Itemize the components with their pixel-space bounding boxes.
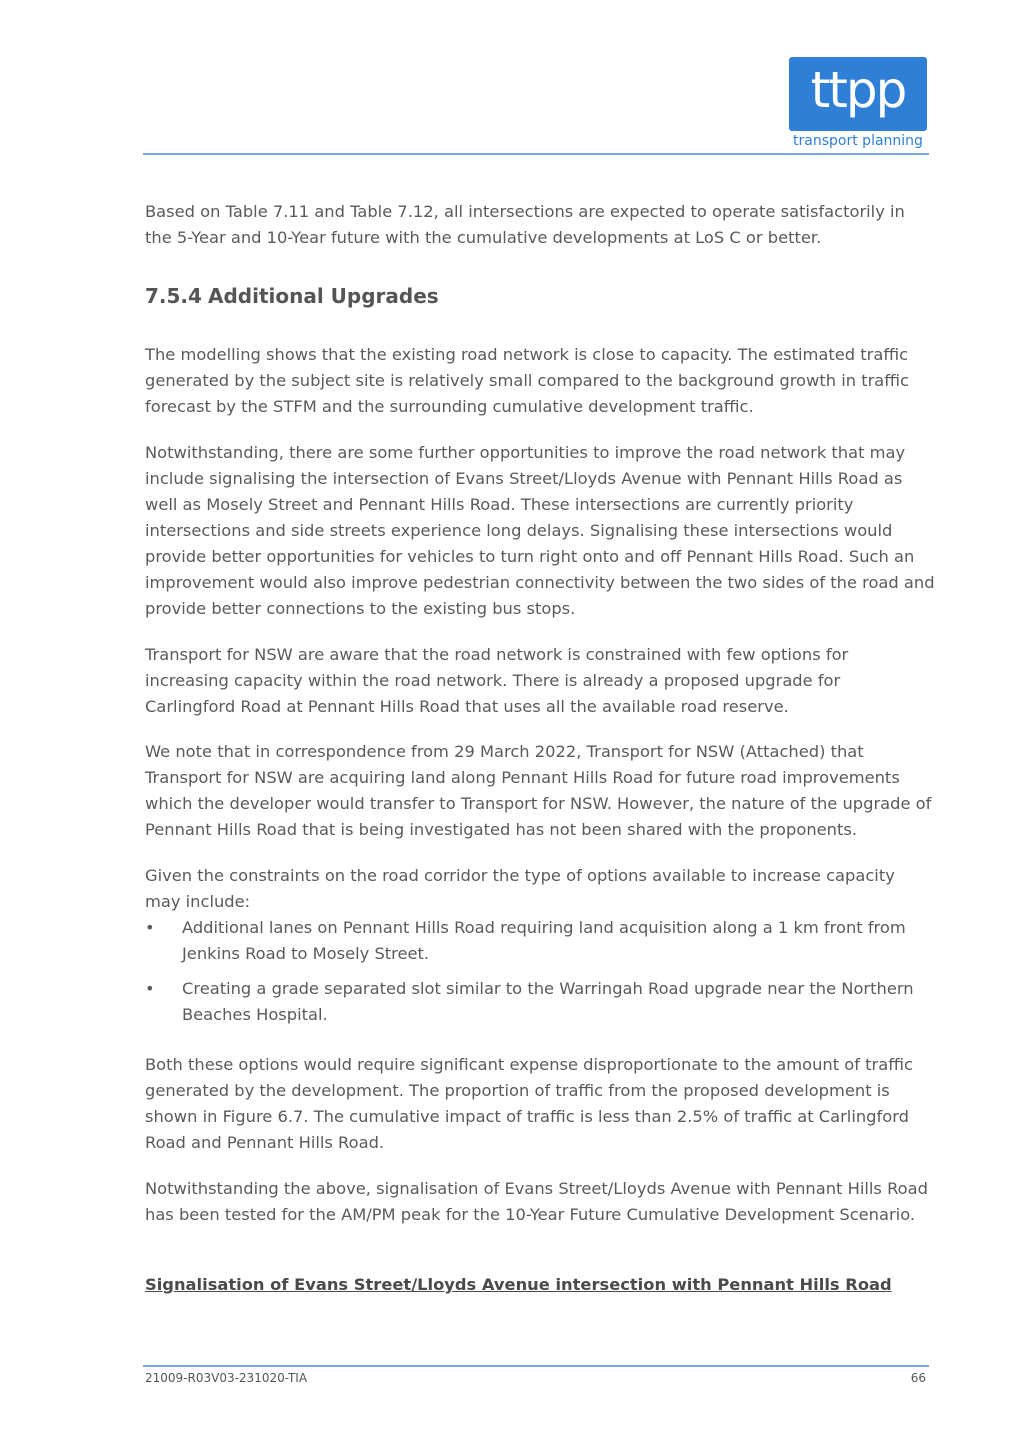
section-title: Additional Upgrades (208, 284, 439, 308)
bullet-text: Creating a grade separated slot similar to the Warringah Road upgrade near the Northern Beaches Hospital. (182, 979, 914, 1024)
paragraph-5: Given the constraints on the road corridor the type of options available to increase capacity may include: (145, 866, 895, 911)
section-number: 7.5.4 (145, 284, 202, 308)
intro-paragraph: Based on Table 7.11 and Table 7.12, all intersections are expected to operate satisfactorily in the 5-Year and 10-Year future with the cumulative developments at LoS C or better. (145, 202, 905, 247)
logo-subtitle: transport planning (793, 133, 923, 149)
subheading: Signalisation of Evans Street/Lloyds Avenue intersection with Pennant Hills Road (145, 1275, 892, 1294)
document-reference: 21009-R03V03-231020-TIA (145, 1371, 308, 1385)
paragraph-4: We note that in correspondence from 29 March 2022, Transport for NSW (Attached) that Transport for NSW are acquiring land along Pennant Hills Road for future road improvements which the developer would transfer to Transport for NSW. However, the nature of the upgrade of Pennant Hills Road that is being investigated has not been shared with the proponents. (145, 742, 932, 839)
footer-divider (143, 1365, 929, 1367)
header-divider (143, 153, 929, 155)
paragraph-3: Transport for NSW are aware that the road network is constrained with few options for increasing capacity within the road network. There is already a proposed upgrade for Carlingford Road at Pennant Hills Road that uses all the available road reserve. (145, 645, 849, 716)
bullet-symbol: • (145, 979, 155, 998)
paragraph-1: The modelling shows that the existing road network is close to capacity. The estimated traffic generated by the subject site is relatively small compared to the background growth in traffic forecast by the STFM and the surrounding cumulative development traffic. (145, 345, 909, 416)
paragraph-7: Notwithstanding the above, signalisation of Evans Street/Lloyds Avenue with Pennant Hills Road has been tested for the AM/PM peak for the 10-Year Future Cumulative Development Scenario. (145, 1179, 928, 1224)
paragraph-6: Both these options would require significant expense disproportionate to the amount of traffic generated by the development. The proportion of traffic from the proposed development is shown in Figure 6.7. The cumulative impact of traffic is less than 2.5% of traffic at Carlingford Road and Pennant Hills Road. (145, 1055, 913, 1152)
ttpp-logo: ttpp (789, 57, 927, 131)
bullet-symbol: • (145, 918, 155, 937)
paragraph-2: Notwithstanding, there are some further opportunities to improve the road network that may include signalising the intersection of Evans Street/Lloyds Avenue with Pennant Hills Road as well as Mosely Street and Pennant Hills Road. These intersections are currently priority intersections and side streets experience long delays. Signalising these intersections would provide better opportunities for vehicles to turn right onto and off Pennant Hills Road. Such an improvement would also improve pedestrian connectivity between the two sides of the road and provide better connections to the existing bus stops. (145, 443, 935, 618)
section-heading (145, 284, 439, 308)
page-number: 66 (910, 1371, 926, 1385)
bullet-text: Additional lanes on Pennant Hills Road requiring land acquisition along a 1 km front from Jenkins Road to Mosely Street. (182, 918, 906, 963)
